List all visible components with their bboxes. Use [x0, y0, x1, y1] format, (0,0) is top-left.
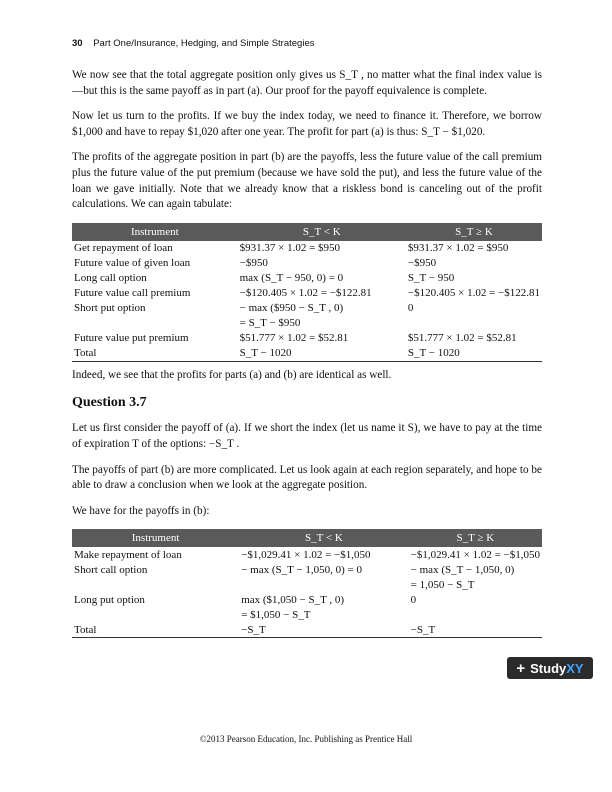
column-header: S_T < K — [239, 529, 408, 547]
paragraph: We have for the payoffs in (b): — [72, 504, 210, 517]
table-cell: Future value of given loan — [74, 257, 191, 270]
table-cell: Long put option — [74, 593, 145, 606]
paragraph: The payoffs of part (b) are more complicated. Let us look again at each region separately, and hope to be able to draw a conclusion when we look at the aggregate position. — [72, 463, 542, 492]
table-cell: S_T − 1020 — [406, 346, 542, 362]
column-header: S_T < K — [238, 223, 406, 241]
table-cell: −$1,029.41 × 1.02 = −$1,050 — [410, 548, 540, 561]
running-title: Part One/Insurance, Hedging, and Simple Strategies — [93, 38, 315, 49]
paragraph: The profits of the aggregate position in part (b) are the payoffs, less the future value of the call premium plus the future value of the put premium (because we have sold the put), and less the future value of the loan we gave initially. Note that we already know that a riskless bond is canceling out of the profit calculations. We can again tabulate: — [72, 151, 542, 211]
table-cell: −S_T — [239, 622, 408, 638]
running-header — [72, 38, 314, 49]
table-cell: − max (S_T − 1,050, 0) = 0 — [241, 563, 362, 576]
table-cell: = $1,050 − S_T — [241, 608, 311, 621]
table-header-row — [72, 529, 542, 547]
table-cell — [72, 607, 239, 622]
table-row — [72, 607, 542, 622]
paragraph: Indeed, we see that the profits for parts (a) and (b) are identical as well. — [72, 368, 392, 381]
badge-xy-text: XY — [566, 660, 584, 676]
paragraph: Now let us turn to the profits. If we buy the index today, we need to finance it. Therefore, we borrow $1,000 and have to repay $1,020 after one year. The profit for part (a) is thus: S_T − $1,020. — [72, 110, 542, 138]
table-cell: −$950 — [407, 257, 437, 270]
table-cell: 0 — [407, 302, 414, 315]
table-cell: −S_T — [409, 622, 542, 638]
table-cell: Total — [72, 622, 239, 638]
table-row — [72, 256, 542, 271]
table-cell: S_T − 1020 — [238, 346, 406, 362]
table-cell: Total — [72, 346, 238, 362]
table-cell — [409, 607, 542, 622]
table-cell: S_T − 950 — [407, 272, 455, 285]
table-row — [72, 346, 542, 362]
badge-study-text: Study — [530, 660, 567, 676]
table-cell: $51.777 × 1.02 = $52.81 — [239, 332, 349, 345]
page-content — [72, 68, 542, 644]
table-cell: −$1,029.41 × 1.02 = −$1,050 — [241, 548, 371, 561]
table-cell: $931.37 × 1.02 = $950 — [407, 242, 509, 255]
profit-table-body — [72, 241, 542, 362]
table-cell: − max (S_T − 1,050, 0) — [410, 563, 515, 576]
column-header: S_T ≥ K — [409, 529, 542, 547]
table-row — [72, 286, 542, 301]
table-cell: Short call option — [74, 563, 148, 576]
table-cell: = S_T − $950 — [239, 317, 301, 330]
table-cell: max ($1,050 − S_T , 0) — [241, 593, 345, 606]
table-row — [72, 241, 542, 256]
table-cell: −$120.405 × 1.02 = −$122.81 — [239, 287, 372, 300]
plus-icon: + — [516, 659, 526, 677]
table-cell — [406, 316, 542, 331]
payoff-table — [72, 529, 542, 638]
table-cell: $51.777 × 1.02 = $52.81 — [407, 332, 517, 345]
table-row — [72, 592, 542, 607]
table-row — [72, 316, 542, 331]
column-header: S_T ≥ K — [406, 223, 542, 241]
table-cell: max (S_T − 950, 0) = 0 — [239, 272, 344, 285]
table-row — [72, 622, 542, 638]
page-number: 30 — [72, 38, 83, 49]
profit-table — [72, 223, 542, 362]
table-row — [72, 271, 542, 286]
question-heading: Question 3.7 — [72, 395, 147, 411]
table-row — [72, 301, 542, 316]
table-cell: Future value put premium — [74, 332, 189, 345]
table-cell: Make repayment of loan — [74, 548, 182, 561]
paragraph: Let us first consider the payoff of (a). If we short the index (let us name it S), we have to pay at the time of expiration T of the options: −S_T . — [72, 422, 542, 450]
table-header-row — [72, 223, 542, 241]
table-cell: 0 — [410, 593, 417, 606]
table-row — [72, 577, 542, 592]
column-header: Instrument — [72, 223, 238, 241]
payoff-table-body — [72, 547, 542, 638]
table-cell: Get repayment of loan — [74, 242, 173, 255]
table-row — [72, 547, 542, 562]
column-header: Instrument — [72, 529, 239, 547]
table-row — [72, 562, 542, 577]
table-cell: − max ($950 − S_T , 0) — [239, 302, 344, 315]
table-cell: Future value call premium — [74, 287, 191, 300]
table-cell — [72, 577, 239, 592]
copyright-footer: ©2013 Pearson Education, Inc. Publishing as Prentice Hall — [199, 734, 413, 744]
table-cell: $931.37 × 1.02 = $950 — [239, 242, 341, 255]
paragraph: We now see that the total aggregate position only gives us S_T , no matter what the final index value is—but this is the same payoff as in part (a). Our proof for the payoff equivalence is complete. — [72, 69, 542, 97]
table-cell: −$950 — [239, 257, 268, 270]
table-cell: Long call option — [74, 272, 147, 285]
studyxy-badge[interactable] — [507, 657, 593, 679]
table-row — [72, 331, 542, 346]
table-cell: Short put option — [74, 302, 146, 315]
table-cell: = 1,050 − S_T — [410, 578, 475, 591]
table-cell — [239, 577, 408, 592]
table-cell — [72, 316, 238, 331]
table-cell: −$120.405 × 1.02 = −$122.81 — [407, 287, 540, 300]
